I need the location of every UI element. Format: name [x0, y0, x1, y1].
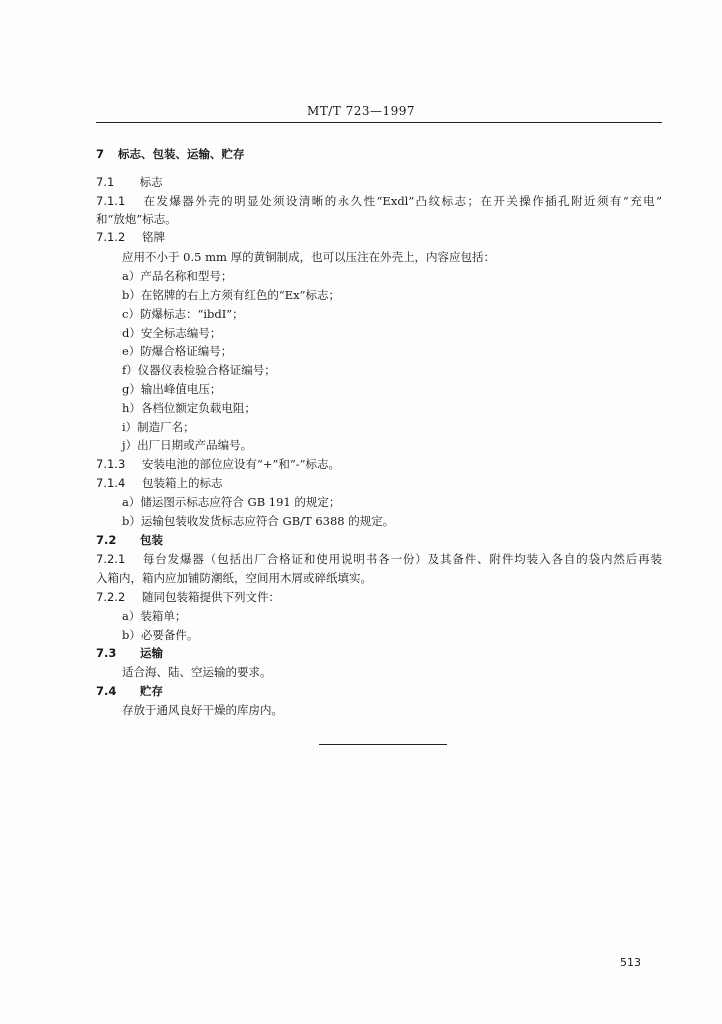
section-7-4-number: 7.4	[96, 684, 117, 698]
section-7-2-2-title: 随同包装箱提供下列文件：	[142, 590, 280, 604]
section-7-2-1-line-2: 入箱内，箱内应加铺防潮纸，空间用木屑或碎纸填实。	[96, 571, 372, 585]
section-7-1-1-text-1: 在发爆器外壳的明显处须设清晰的永久性“Exdl”凸纹标志；在开关操作插孔附近须有“充电”	[142, 194, 662, 208]
section-7-3-number: 7.3	[96, 646, 117, 660]
section-7-2-number: 7.2	[96, 533, 117, 547]
section-7-4-title: 贮存	[140, 684, 164, 698]
list-item: a）产品名称和型号；	[122, 269, 233, 283]
section-7-1-heading	[96, 174, 163, 190]
section-7-1-3-number: 7.1.3	[96, 457, 126, 471]
list-item: g）输出峰值电压；	[122, 382, 222, 396]
end-of-document-rule	[319, 744, 447, 745]
section-7-1-title: 标志	[139, 175, 163, 189]
section-7-number: 7	[96, 147, 105, 161]
section-7-1-4-title: 包装箱上的标志	[142, 476, 223, 490]
list-item: c）防爆标志：“ibdI”；	[122, 307, 244, 321]
list-item: f）仪器仪表检验合格证编号；	[122, 363, 276, 377]
section-7-title: 标志、包装、运输、贮存	[118, 147, 245, 161]
section-7-4-text: 存放于通风良好干燥的库房内。	[122, 703, 283, 717]
section-7-1-2-title: 铭牌	[142, 230, 165, 244]
page-number: 513	[620, 956, 641, 969]
section-7-1-3-text: 安装电池的部位应设有“+”和“-”标志。	[142, 457, 341, 471]
list-item: a）储运图示标志应符合 GB 191 的规定；	[122, 495, 341, 509]
section-7-2-1-line-1	[96, 551, 662, 567]
section-7-1-2-heading	[96, 229, 165, 245]
list-item: a）装箱单；	[122, 609, 187, 623]
section-7-1-number: 7.1	[96, 175, 115, 189]
list-item: b）运输包装收发货标志应符合 GB/T 6388 的规定。	[122, 514, 395, 528]
section-7-1-3	[96, 456, 340, 472]
list-item: d）安全标志编号；	[122, 326, 222, 340]
section-7-2-1-number: 7.2.1	[96, 552, 126, 566]
section-7-4-heading	[96, 683, 163, 699]
section-7-3-heading	[96, 645, 163, 661]
section-7-1-2-intro: 应用不小于 0.5 mm 厚的黄铜制成，也可以压注在外壳上，内容应包括：	[122, 250, 496, 264]
section-7-1-2-number: 7.1.2	[96, 230, 126, 244]
section-7-1-1-line-1	[96, 193, 662, 209]
section-7-1-1-line-2: 和“放炮”标志。	[96, 212, 177, 226]
section-7-2-2-heading	[96, 589, 280, 605]
section-7-1-1-number: 7.1.1	[96, 194, 126, 208]
page-header-title: MT/T 723—1997	[306, 104, 416, 118]
list-item: e）防爆合格证编号；	[122, 344, 233, 358]
section-7-3-text: 适合海、陆、空运输的要求。	[122, 665, 272, 679]
list-item: j）出厂日期或产品编号。	[122, 438, 253, 452]
list-item: b）必要备件。	[122, 628, 199, 642]
section-7-2-1-text-1: 每台发爆器（包括出厂合格证和使用说明书各一份）及其备件、附件均装入各自的袋内然后再装	[142, 552, 662, 566]
section-7-heading	[96, 146, 245, 162]
section-7-1-4-heading	[96, 475, 223, 491]
list-item: b）在铭牌的右上方须有红色的“Ex”标志；	[122, 288, 340, 302]
header-rule	[96, 122, 662, 123]
list-item: h）各档位额定负载电阻；	[122, 401, 256, 415]
section-7-2-heading	[96, 532, 163, 548]
list-item: i）制造厂名；	[122, 420, 195, 434]
section-7-2-title: 包装	[140, 533, 164, 547]
section-7-1-4-number: 7.1.4	[96, 476, 126, 490]
section-7-3-title: 运输	[140, 646, 164, 660]
section-7-2-2-number: 7.2.2	[96, 590, 126, 604]
